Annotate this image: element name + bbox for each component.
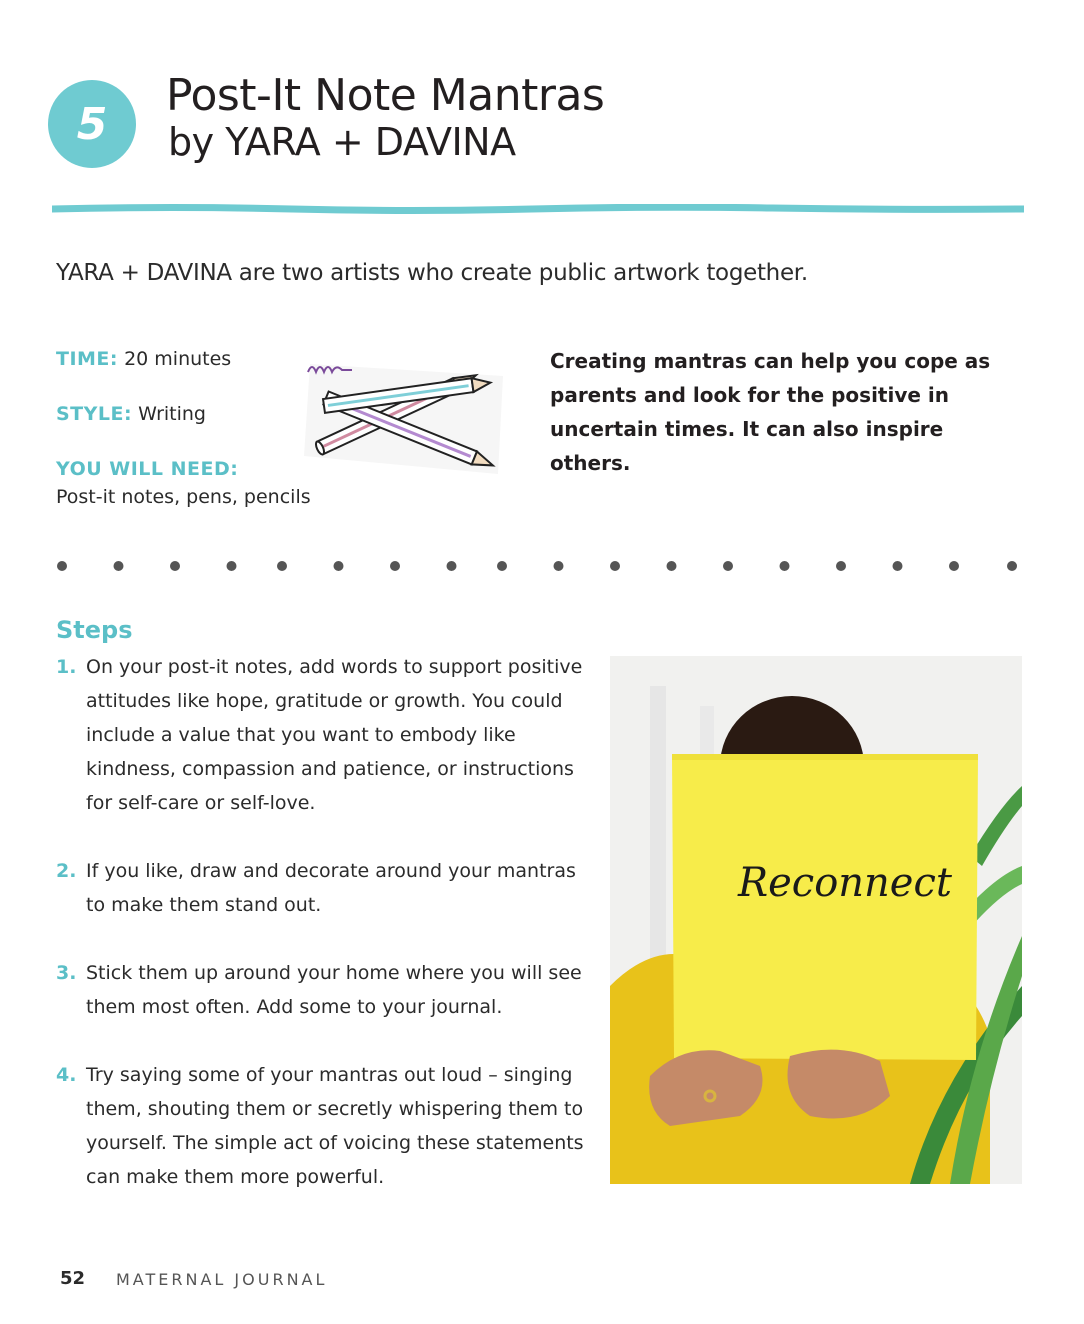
style-label: STYLE:	[56, 403, 133, 425]
step-number: 3.	[56, 962, 77, 984]
note-text: Reconnect	[738, 860, 952, 906]
publication-name: MATERNAL JOURNAL	[116, 1270, 328, 1289]
photo-illustration	[610, 656, 1022, 1184]
post-it-photo	[610, 656, 1022, 1184]
dotted-divider	[56, 558, 1024, 574]
step-text: Try saying some of your mantras out loud – singing them, shouting them or secretly whispering them to yourself. The simple act of voicing these statements can make them more powerful.	[86, 1064, 584, 1188]
need-label: YOU WILL NEED:	[56, 458, 239, 480]
steps-heading: Steps	[56, 616, 133, 644]
need-value: Post-it notes, pens, pencils	[56, 486, 311, 508]
step-item	[56, 1058, 596, 1194]
style-value: Writing	[138, 403, 206, 425]
time-value: 20 minutes	[124, 348, 232, 370]
highlight-quote: Creating mantras can help you cope as parents and look for the positive in uncertain times. It can also inspire others.	[550, 349, 991, 475]
step-number: 5	[76, 98, 108, 150]
page-number: 52	[60, 1268, 86, 1289]
time-info	[56, 348, 231, 370]
step-text: Stick them up around your home where you will see them most often. Add some to your journal.	[86, 962, 582, 1018]
style-info	[56, 403, 206, 425]
step-text: On your post-it notes, add words to support positive attitudes like hope, gratitude or growth. You could include a value that you want to embody like kindness, compassion and patience, or instructions for self-care or self-love.	[86, 656, 583, 814]
step-number-badge	[48, 80, 136, 168]
step-text: If you like, draw and decorate around your mantras to make them stand out.	[86, 860, 576, 916]
step-item	[56, 854, 596, 922]
step-number: 4.	[56, 1064, 77, 1086]
header-divider	[52, 204, 1024, 214]
step-item	[56, 956, 596, 1024]
page-title: Post-It Note Mantras	[166, 70, 605, 121]
page-byline: by YARA + DAVINA	[168, 120, 516, 164]
step-number: 2.	[56, 860, 77, 882]
crossed-pencils-icon	[298, 356, 510, 476]
intro-text: YARA + DAVINA are two artists who create public artwork together.	[56, 260, 808, 286]
step-number: 1.	[56, 656, 77, 678]
need-info	[56, 458, 311, 508]
time-label: TIME:	[56, 348, 119, 370]
step-item	[56, 650, 596, 820]
